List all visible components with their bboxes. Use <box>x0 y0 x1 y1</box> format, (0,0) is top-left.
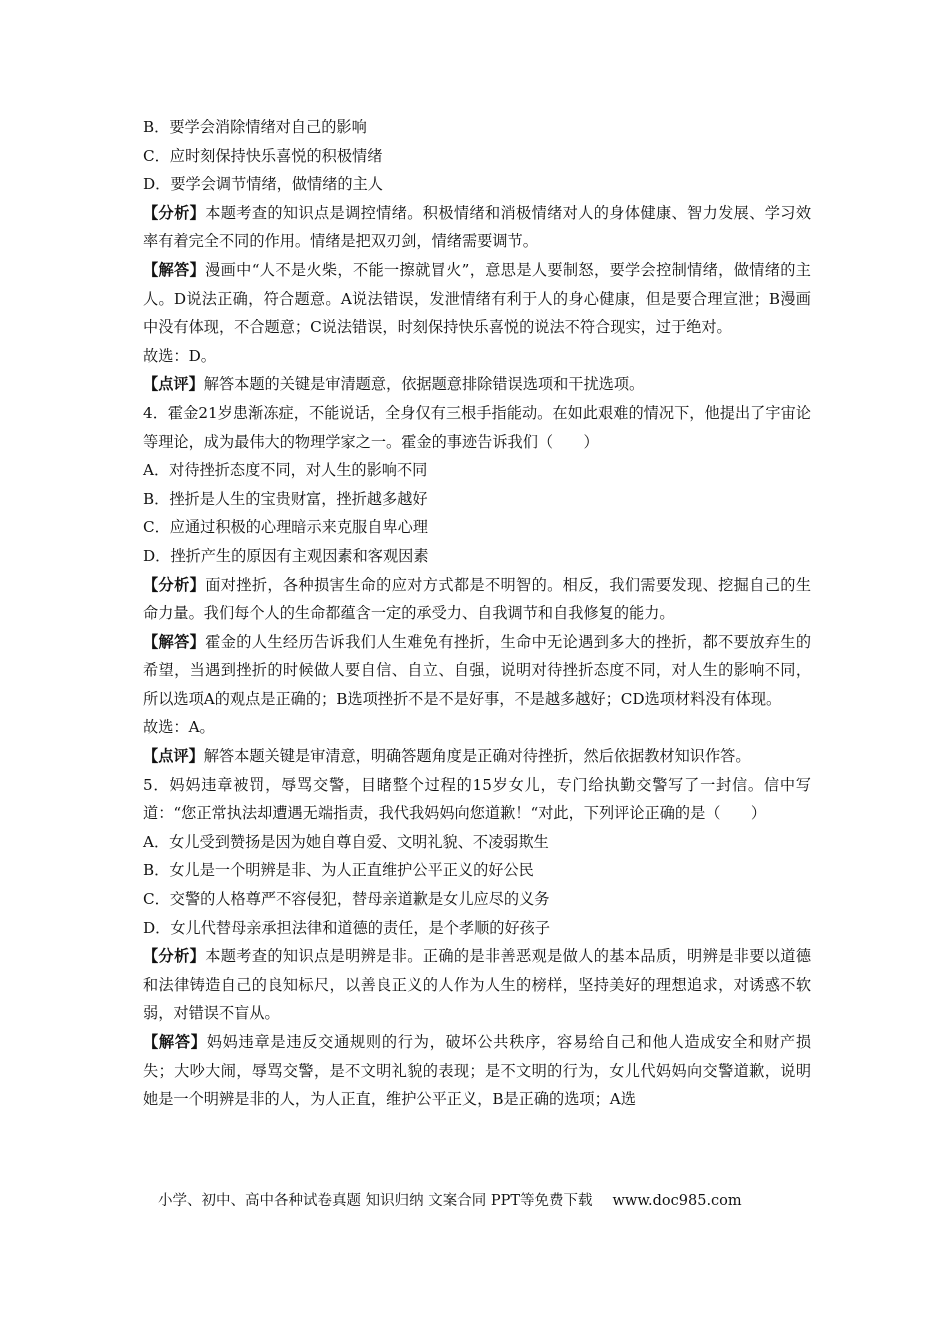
q4-analysis <box>143 571 811 628</box>
analysis-label: 【分析】 <box>143 575 206 594</box>
footer-text: 小学、初中、高中各种试卷真题 知识归纳 文案合同 PPT等免费下载 <box>158 1193 593 1209</box>
q4-choice: 故选：A。 <box>143 718 215 737</box>
q4-comment <box>143 742 811 771</box>
comment-label: 【点评】 <box>143 747 204 766</box>
q4-option-b: B．挫折是人生的宝贵财富，挫折越多越好 <box>143 489 428 508</box>
q5-stem: 5．妈妈违章被罚，辱骂交警，目睹整个过程的15岁女儿，专门给执勤交警写了一封信。信中写道：“您正常执法却遭遇无端指责，我代我妈妈向您道歉！“对此，下列评论正确的是（ ） <box>143 775 811 823</box>
analysis-text: 本题考查的知识点是调控情绪。积极情绪和消极情绪对人的身体健康、智力发展、学习效率有着完全不同的作用。情绪是把双刃剑，情绪需要调节。 <box>143 203 812 251</box>
answer-label: 【解答】 <box>143 260 206 279</box>
answer-label: 【解答】 <box>143 1033 207 1051</box>
q3-option-b: B．要学会消除情绪对自己的影响 <box>143 118 367 136</box>
q4-answer <box>143 628 811 714</box>
analysis-label: 【分析】 <box>143 947 206 966</box>
comment-label: 【点评】 <box>143 375 204 394</box>
q3-option-c: C．应时刻保持快乐喜悦的积极情绪 <box>143 146 383 165</box>
answer-text: 妈妈违章是违反交通规则的行为，破坏公共秩序，容易给自己和他人造成安全和财产损失；大吵大闹，辱骂交警，是不文明礼貌的表现；是不文明的行为，女儿代妈妈向交警道歉，说明她是一个明辨是非的人，为人正直，维护公平正义，B是正确的选项；A选 <box>143 1033 812 1109</box>
q4-option-d: D．挫折产生的原因有主观因素和客观因素 <box>143 546 429 565</box>
q5-option-d: D．女儿代替母亲承担法律和道德的责任，是个孝顺的好孩子 <box>143 918 551 937</box>
answer-text: 漫画中“人不是火柴，不能一擦就冒火”，意思是人要制怒，要学会控制情绪，做情绪的主人。D说法正确，符合题意。A说法错误，发泄情绪有利于人的身心健康，但是要合理宣泄；B漫画中没有体现，不合题意；C说法错误，时刻保持快乐喜悦的说法不符合现实，过于绝对。 <box>143 260 811 337</box>
q3-analysis <box>143 199 811 256</box>
q3-answer <box>143 256 811 342</box>
q4-stem: 4．霍金21岁患渐冻症，不能说话，全身仅有三根手指能动。在如此艰难的情况下，他提出了宇宙论等理论，成为最伟大的物理学家之一。霍金的事迹告诉我们（ ） <box>143 403 811 451</box>
q5-option-c: C．交警的人格尊严不容侵犯，替母亲道歉是女儿应尽的义务 <box>143 890 550 909</box>
page-footer <box>158 1190 798 1212</box>
comment-text: 解答本题的关键是审清题意，依据题意排除错误选项和干扰选项。 <box>203 375 645 394</box>
answer-text: 霍金的人生经历告诉我们人生难免有挫折，生命中无论遇到多大的挫折，都不要放弃生的希望，当遇到挫折的时候做人要自信、自立、自强，说明对待挫折态度不同，对人生的影响不同，所以选项A的观点是正确的；B选项挫折不是不是好事，不是越多越好；CD选项材料没有体现。 <box>143 632 812 708</box>
q5-answer <box>143 1028 811 1114</box>
q5-option-a: A．女儿受到赞扬是因为她自尊自爱、文明礼貌、不凌弱欺生 <box>143 832 549 851</box>
q4-option-c: C．应通过积极的心理暗示来克服自卑心理 <box>143 518 428 537</box>
footer-url[interactable]: www.doc985.com <box>612 1193 742 1209</box>
q3-choice: 故选：D。 <box>143 346 216 365</box>
q3-option-d: D．要学会调节情绪，做情绪的主人 <box>143 175 383 194</box>
analysis-label: 【分析】 <box>143 203 206 222</box>
q4-option-a: A．对待挫折态度不同，对人生的影响不同 <box>143 461 428 480</box>
analysis-text: 本题考查的知识点是明辨是非。正确的是非善恶观是做人的基本品质，明辨是非要以道德和法律铸造自己的良知标尺，以善良正义的人作为人生的榜样，坚持美好的理想追求，对诱惑不软弱，对错误不盲从。 <box>143 947 812 1023</box>
q5-analysis <box>143 942 811 1028</box>
q3-comment <box>143 370 811 399</box>
answer-label: 【解答】 <box>143 632 206 651</box>
document-body <box>143 113 811 1114</box>
q5-option-b: B．女儿是一个明辨是非、为人正直维护公平正义的好公民 <box>143 861 534 880</box>
analysis-text: 面对挫折，各种损害生命的应对方式都是不明智的。相反，我们需要发现、挖掘自己的生命力量。我们每个人的生命都蕴含一定的承受力、自我调节和自我修复的能力。 <box>143 575 812 623</box>
comment-text: 解答本题关键是审清意，明确答题角度是正确对待挫折，然后依据教材知识作答。 <box>203 747 751 766</box>
